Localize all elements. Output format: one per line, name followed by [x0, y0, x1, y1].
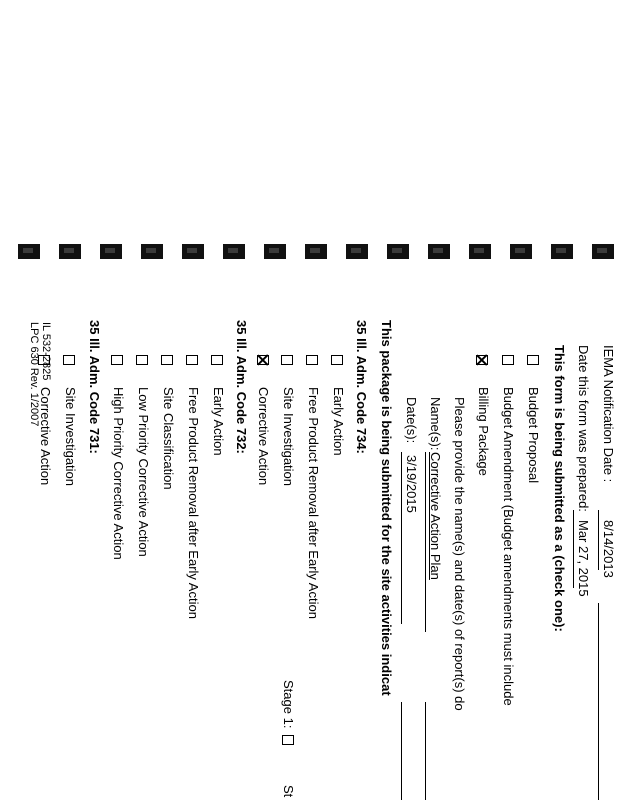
submission-heading: This form is being submitted as a (check one):: [552, 345, 567, 632]
checkbox-734-corrective-action[interactable]: [257, 355, 269, 365]
names-extra-line: [425, 702, 426, 800]
option-budget-amendment: Budget Amendment (Budget amendments must include: [501, 387, 516, 706]
names-value: Corrective Action Plan: [428, 452, 443, 580]
checkbox-732-high-priority[interactable]: [111, 355, 123, 365]
checkbox-budget-proposal[interactable]: [527, 355, 539, 365]
prepared-date-line: [573, 510, 574, 588]
option-732-high-priority: High Priority Corrective Action: [111, 387, 126, 560]
names-line: [425, 452, 426, 632]
footer-form-revision: LPC 630 Rev. 1/2007: [28, 322, 40, 427]
code-731-heading: 35 Ill. Adm. Code 731:: [87, 320, 102, 454]
option-732-site-classification: Site Classification: [161, 387, 176, 490]
stage-extra-label: St: [281, 785, 296, 798]
checkbox-734-early-action[interactable]: [331, 355, 343, 365]
checkbox-732-site-classification[interactable]: [161, 355, 173, 365]
dates-extra-line: [401, 702, 402, 800]
checkbox-732-free-product-removal[interactable]: [186, 355, 198, 365]
notification-date-value: 8/14/2013: [601, 520, 616, 578]
checkbox-billing-package[interactable]: [476, 355, 488, 365]
option-billing-package: Billing Package: [476, 387, 491, 476]
notification-extra-line: [598, 603, 599, 800]
checkbox-731-site-investigation[interactable]: [63, 355, 75, 365]
activities-heading: This package is being submitted for the site activities indicat: [379, 320, 394, 696]
rotated-form: [18, 0, 618, 800]
stage-1-label: Stage 1:: [281, 680, 296, 729]
checkbox-732-low-priority[interactable]: [136, 355, 148, 365]
dates-label: Date(s):: [404, 397, 419, 444]
option-734-site-investigation: Site Investigation: [281, 387, 296, 487]
checkbox-732-early-action[interactable]: [211, 355, 223, 365]
option-734-corrective-action: Corrective Action: [256, 387, 271, 486]
notification-date-label: IEMA Notification Date :: [601, 345, 616, 483]
option-732-early-action: Early Action: [211, 387, 226, 456]
notification-date-line: [598, 510, 599, 570]
checkbox-budget-amendment[interactable]: [502, 355, 514, 365]
dates-value: 3/19/2015: [404, 455, 419, 513]
code-734-heading: 35 Ill. Adm. Code 734:: [354, 320, 369, 454]
option-734-early-action: Early Action: [331, 387, 346, 456]
code-732-heading: 35 Ill. Adm. Code 732:: [234, 320, 249, 454]
names-label: Name(s):: [428, 397, 443, 451]
checkbox-stage-1[interactable]: [282, 735, 294, 745]
option-734-free-product-removal: Free Product Removal after Early Action: [306, 387, 321, 619]
prepared-date-label: Date this form was prepared:: [576, 345, 591, 512]
option-732-free-product-removal: Free Product Removal after Early Action: [186, 387, 201, 619]
dates-line: [401, 452, 402, 624]
option-732-low-priority: Low Priority Corrective Action: [136, 387, 151, 557]
footer-form-id: IL 532-2825: [40, 322, 52, 381]
prepared-date-value: Mar 27, 2015: [576, 520, 591, 597]
option-731-site-investigation: Site Investigation: [63, 387, 78, 487]
option-731-corrective-action: Corrective Action: [38, 387, 53, 486]
option-budget-proposal: Budget Proposal: [526, 387, 541, 484]
checkbox-734-free-product-removal[interactable]: [306, 355, 318, 365]
checkbox-734-site-investigation[interactable]: [281, 355, 293, 365]
reports-prompt: Please provide the name(s) and date(s) of report(s) do: [452, 397, 467, 711]
